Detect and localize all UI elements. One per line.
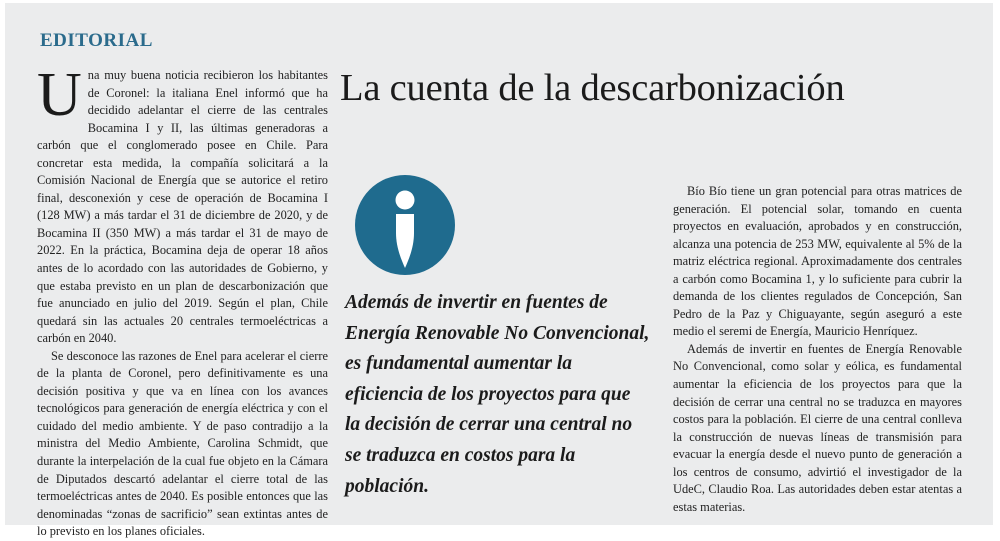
left-paragraph-1-text: na muy buena noticia recibieron los habitantes de Coronel: la italiana Enel informó que ha decidido adelantar el cierre de las centrales Bocamina I y II, las últimas generadoras a carbón que el conglomerado posee en Chile. Para concretar esta medida, la compañía solicitará a la Comisión Nacional de Energía que se autorice el retiro final, desconexión y cese de operación de Bocamina I (128 MW) a más tardar el 31 de diciembre de 2020, y de Bocamina II (350 MW) a más tardar el 31 de mayo de 2022. En la práctica, Bocamina deja de operar 18 años antes de lo acordado con las autoridades de Gobierno, y que estaba previsto en un plan de descarbonización que fue anunciado en julio del 2019. Según el plan, Chile quedará sin las actuales 20 centrales termoeléctricas a carbón en 2040. xyxy=(37,68,328,346)
info-icon xyxy=(355,175,455,275)
section-label: EDITORIAL xyxy=(40,30,153,51)
info-icon-dot xyxy=(396,191,415,210)
right-paragraph-2: Además de invertir en fuentes de Energía Renovable No Convencional, como solar y eólica, es fundamental aumentar la eficiencia de los proyectos para que la decisión de cerrar una central no se traduzca en mayores costos para la población. El cierre de una central conlleva la construcción de nuevas líneas de transmisión para evacuar la energía desde el nuevo punto de generación a los centros de consumo, advirtió el investigador de la UdeC, Claudio Roa. Las autoridades deben estar atentas a estas materias. xyxy=(673,341,962,514)
right-column xyxy=(673,183,962,516)
right-paragraph-1: Bío Bío tiene un gran potencial para otras matrices de generación. El potencial solar, tomando en cuenta proyectos en evaluación, aprobados y en construcción, alcanza una potencia de 253 MW, equivalente al 5% de la matriz eléctrica regional. Aproximadamente dos centrales a carbón como Bocamina 1, y lo suficiente para cubrir la demanda de los clientes regulados de Concepción, San Pedro de la Paz y Chiguayante, según aseguró a este medio el seremi de Energía, Mauricio Henríquez. xyxy=(673,184,962,339)
left-paragraph-1 xyxy=(37,61,328,348)
page-title: La cuenta de la descarbonización xyxy=(340,67,845,109)
pull-quote: Además de invertir en fuentes de Energía Renovable No Convencional, es fundamental aumentar la eficiencia de los proyectos para que la decisión de cerrar una central no se traduzca en costos para la población. xyxy=(345,292,650,497)
left-paragraph-2: Se desconoce las razones de Enel para acelerar el cierre de la planta de Coronel, pero definitivamente es una decisión positiva y que va en línea con los avances tecnológicos para generación de energía eléctrica y con el cuidado del medio ambiente. Y de paso contradijo a la ministra del Medio Ambiente, Carolina Schmidt, que durante la interpelación de la cual fue objeto en la Cámara de Diputados descartó adelantar el cierre total de las termoeléctricas antes de 2040. Es posible entonces que las denominadas “zonas de sacrificio” sean extintas antes de lo previsto en los planes oficiales. xyxy=(37,348,328,539)
drop-cap: U xyxy=(37,61,82,129)
left-column xyxy=(37,61,328,541)
